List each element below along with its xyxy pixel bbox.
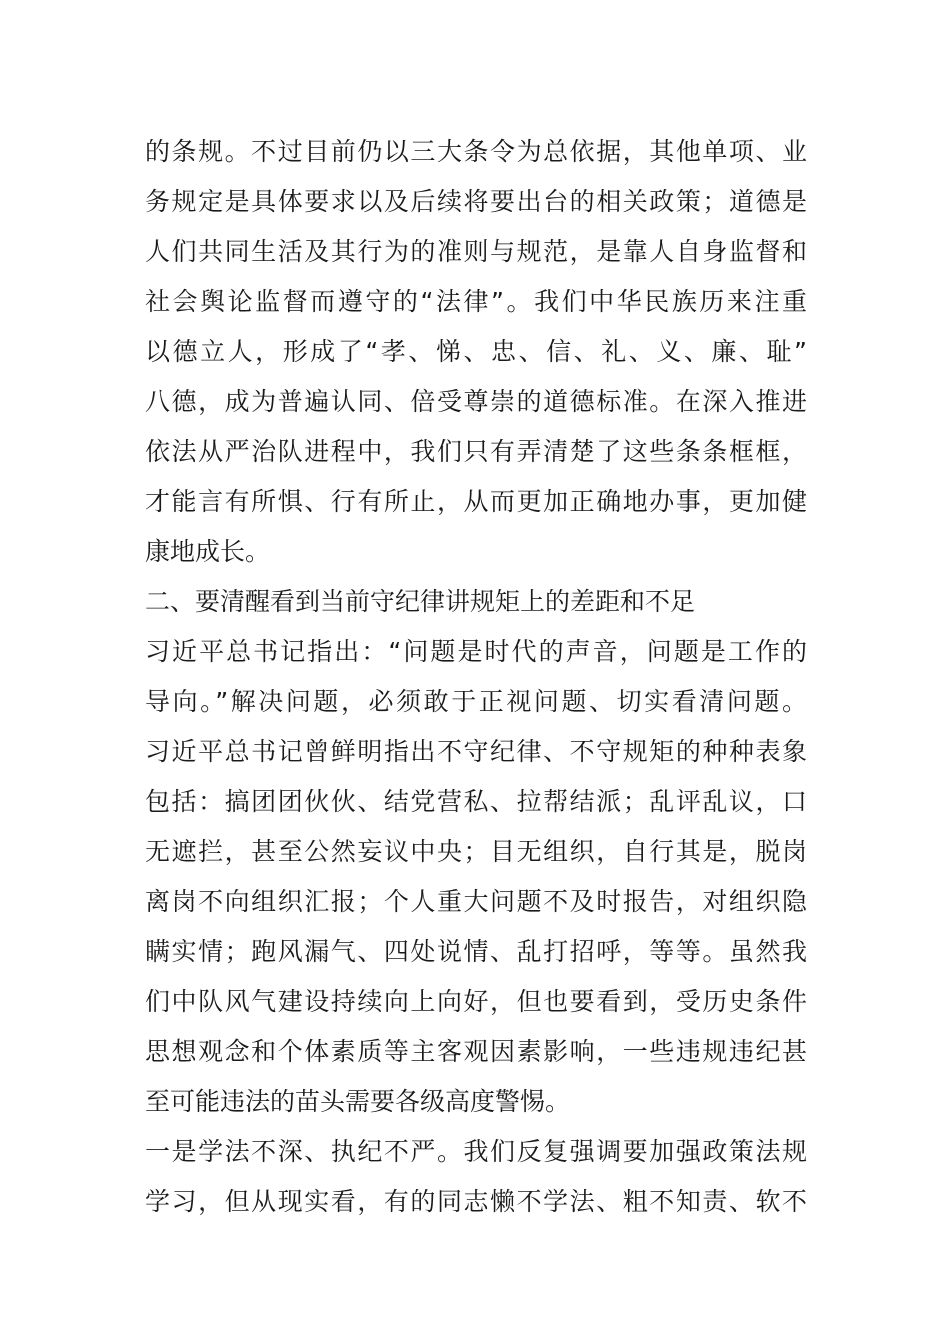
text-line-14: 包括：搞团团伙伙、结党营私、拉帮结派；乱评乱议，口 xyxy=(145,787,807,816)
section-heading: 二、要清醒看到当前守纪律讲规矩上的差距和不足 xyxy=(145,587,696,616)
text-line-15: 无遮拦，甚至公然妄议中央；目无组织，自行其是，脱岗 xyxy=(145,837,807,866)
text-line-8: 才能言有所惧、行有所止，从而更加正确地办事，更加健 xyxy=(145,487,807,516)
text-line-5: 以德立人，形成了“孝、悌、忠、信、礼、义、廉、耻” xyxy=(145,337,807,366)
text-line-3: 人们共同生活及其行为的准则与规范，是靠人自身监督和 xyxy=(145,237,807,266)
text-line-16: 离岗不向组织汇报；个人重大问题不及时报告，对组织隐 xyxy=(145,887,807,916)
text-line-2: 务规定是具体要求以及后续将要出台的相关政策；道德是 xyxy=(145,187,807,216)
text-line-17: 瞒实情；跑风漏气、四处说情、乱打招呼，等等。虽然我 xyxy=(145,937,807,966)
text-line-20: 至可能违法的苗头需要各级高度警惕。 xyxy=(145,1087,571,1116)
text-line-4: 社会舆论监督而遵守的“法律”。我们中华民族历来注重 xyxy=(145,287,807,316)
text-line-22: 学习，但从现实看，有的同志懒不学法、粗不知责、软不 xyxy=(145,1187,807,1216)
text-line-6: 八德，成为普遍认同、倍受尊崇的道德标准。在深入推进 xyxy=(145,387,807,416)
text-line-1: 的条规。不过目前仍以三大条令为总依据，其他单项、业 xyxy=(145,137,807,166)
text-line-18: 们中队风气建设持续向上向好，但也要看到，受历史条件 xyxy=(145,987,807,1016)
text-line-21: 一是学法不深、执纪不严。我们反复强调要加强政策法规 xyxy=(145,1137,807,1166)
text-line-7: 依法从严治队进程中，我们只有弄清楚了这些条条框框， xyxy=(145,437,807,466)
text-line-19: 思想观念和个体素质等主客观因素影响，一些违规违纪甚 xyxy=(145,1037,807,1066)
text-line-11: 习近平总书记指出：“问题是时代的声音，问题是工作的 xyxy=(145,637,807,666)
text-line-12: 导向。”解决问题，必须敢于正视问题、切实看清问题。 xyxy=(145,687,807,716)
text-line-9: 康地成长。 xyxy=(145,537,271,566)
document-body xyxy=(145,127,807,1227)
text-line-13: 习近平总书记曾鲜明指出不守纪律、不守规矩的种种表象 xyxy=(145,737,807,766)
